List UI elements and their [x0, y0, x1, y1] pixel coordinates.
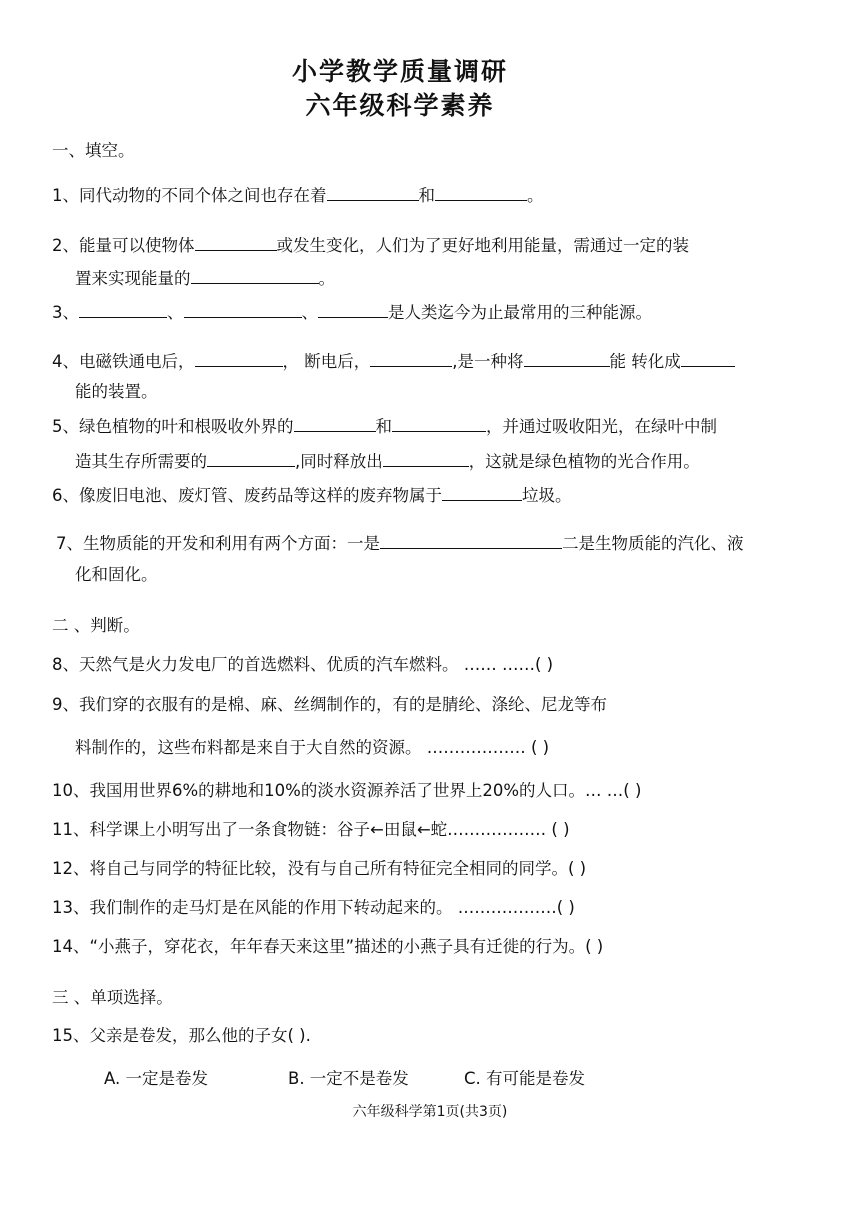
question-text: 和	[375, 417, 392, 436]
answer-blank[interactable]	[191, 266, 319, 284]
question-9: 9、我们穿的衣服有的是棉、麻、丝绸制作的，有的是腈纶、涤纶、尼龙等布	[52, 695, 607, 714]
question-15: 15、父亲是卷发，那么他的子女( ).	[52, 1026, 311, 1045]
question-4-cont: 能的装置。	[75, 382, 158, 401]
question-text: 置来实现能量的	[75, 269, 191, 288]
option-c[interactable]: C. 有可能是卷发	[464, 1069, 586, 1088]
question-5-cont	[75, 449, 700, 473]
question-12: 12、将自己与同学的特征比较，没有与自己所有特征完全相同的同学。( )	[52, 859, 587, 878]
answer-blank[interactable]	[442, 483, 522, 501]
question-text: 3、	[52, 303, 79, 322]
question-text: 能 转化成	[609, 352, 681, 371]
answer-blank[interactable]	[318, 300, 388, 318]
question-3	[52, 300, 652, 324]
question-text: 7、生物质能的开发和利用有两个方面：一是	[56, 534, 380, 553]
question-text: 垃圾。	[522, 486, 572, 505]
answer-blank[interactable]	[524, 349, 610, 367]
question-text: ， 断电后，	[282, 352, 371, 371]
question-4	[52, 349, 735, 373]
question-8: 8、天然气是火力发电厂的首选燃料、优质的汽车燃料。 …… ……( )	[52, 655, 554, 674]
question-11: 11、科学课上小明写出了一条食物链：谷子←田鼠←蛇……………… ( )	[52, 820, 570, 839]
answer-blank[interactable]	[195, 349, 283, 367]
answer-blank[interactable]	[380, 531, 562, 549]
page-title: 小学教学质量调研	[291, 57, 508, 86]
answer-blank[interactable]	[79, 300, 167, 318]
question-text: ,是一种将	[452, 352, 524, 371]
question-text: 4、电磁铁通电后，	[52, 352, 195, 371]
question-14: 14、“小燕子，穿花衣，年年春天来这里”描述的小燕子具有迁徙的行为。( )	[52, 937, 604, 956]
question-text: 、	[167, 303, 184, 322]
option-a[interactable]: A. 一定是卷发	[104, 1069, 208, 1088]
page-subtitle: 六年级科学素养	[305, 91, 495, 120]
question-text: 或发生变化，人们为了更好地利用能量，需通过一定的装	[276, 236, 689, 255]
option-b[interactable]: B. 一定不是卷发	[288, 1069, 409, 1088]
question-2-cont	[75, 266, 335, 290]
answer-blank[interactable]	[435, 183, 527, 201]
question-text: 5、绿色植物的叶和根吸收外界的	[52, 417, 294, 436]
answer-blank[interactable]	[327, 183, 419, 201]
question-text: ,同时释放出	[295, 452, 383, 471]
question-1	[52, 183, 544, 207]
question-7	[56, 531, 744, 555]
question-text: 1、同代动物的不同个体之间也存在着	[52, 186, 327, 205]
question-text: 。	[318, 269, 335, 288]
question-13: 13、我们制作的走马灯是在风能的作用下转动起来的。 ………………( )	[52, 898, 575, 917]
question-text: 。	[527, 186, 544, 205]
question-7-cont: 化和固化。	[75, 565, 158, 584]
section-heading-judge: 二 、判断。	[52, 616, 140, 635]
answer-blank[interactable]	[370, 349, 452, 367]
question-5	[52, 414, 717, 438]
section-heading-fill: 一、填空。	[52, 141, 135, 160]
answer-blank[interactable]	[184, 300, 302, 318]
question-text: 6、像废旧电池、废灯管、废药品等这样的废弃物属于	[52, 486, 442, 505]
question-6	[52, 483, 572, 507]
question-text: 、	[301, 303, 318, 322]
question-2	[52, 233, 689, 257]
page-footer: 六年级科学第1页(共3页)	[352, 1104, 508, 1120]
question-text: ，并通过吸收阳光，在绿叶中制	[486, 417, 717, 436]
section-heading-choice: 三 、单项选择。	[52, 988, 173, 1007]
question-10: 10、我国用世界6%的耕地和10%的淡水资源养活了世界上20%的人口。… …( )	[52, 781, 642, 800]
answer-blank[interactable]	[392, 414, 486, 432]
answer-blank[interactable]	[195, 233, 277, 251]
question-9-cont: 料制作的，这些布料都是来自于大自然的资源。 ……………… ( )	[75, 738, 550, 757]
question-text: 二是生物质能的汽化、液	[562, 534, 744, 553]
question-text: ，这就是绿色植物的光合作用。	[468, 452, 700, 471]
question-text: 造其生存所需要的	[75, 452, 207, 471]
answer-blank[interactable]	[383, 449, 469, 467]
answer-blank[interactable]	[207, 449, 295, 467]
answer-blank[interactable]	[294, 414, 376, 432]
question-text: 是人类迄今为止最常用的三种能源。	[388, 303, 652, 322]
question-text: 2、能量可以使物体	[52, 236, 195, 255]
question-text: 和	[418, 186, 435, 205]
answer-blank[interactable]	[681, 349, 735, 367]
